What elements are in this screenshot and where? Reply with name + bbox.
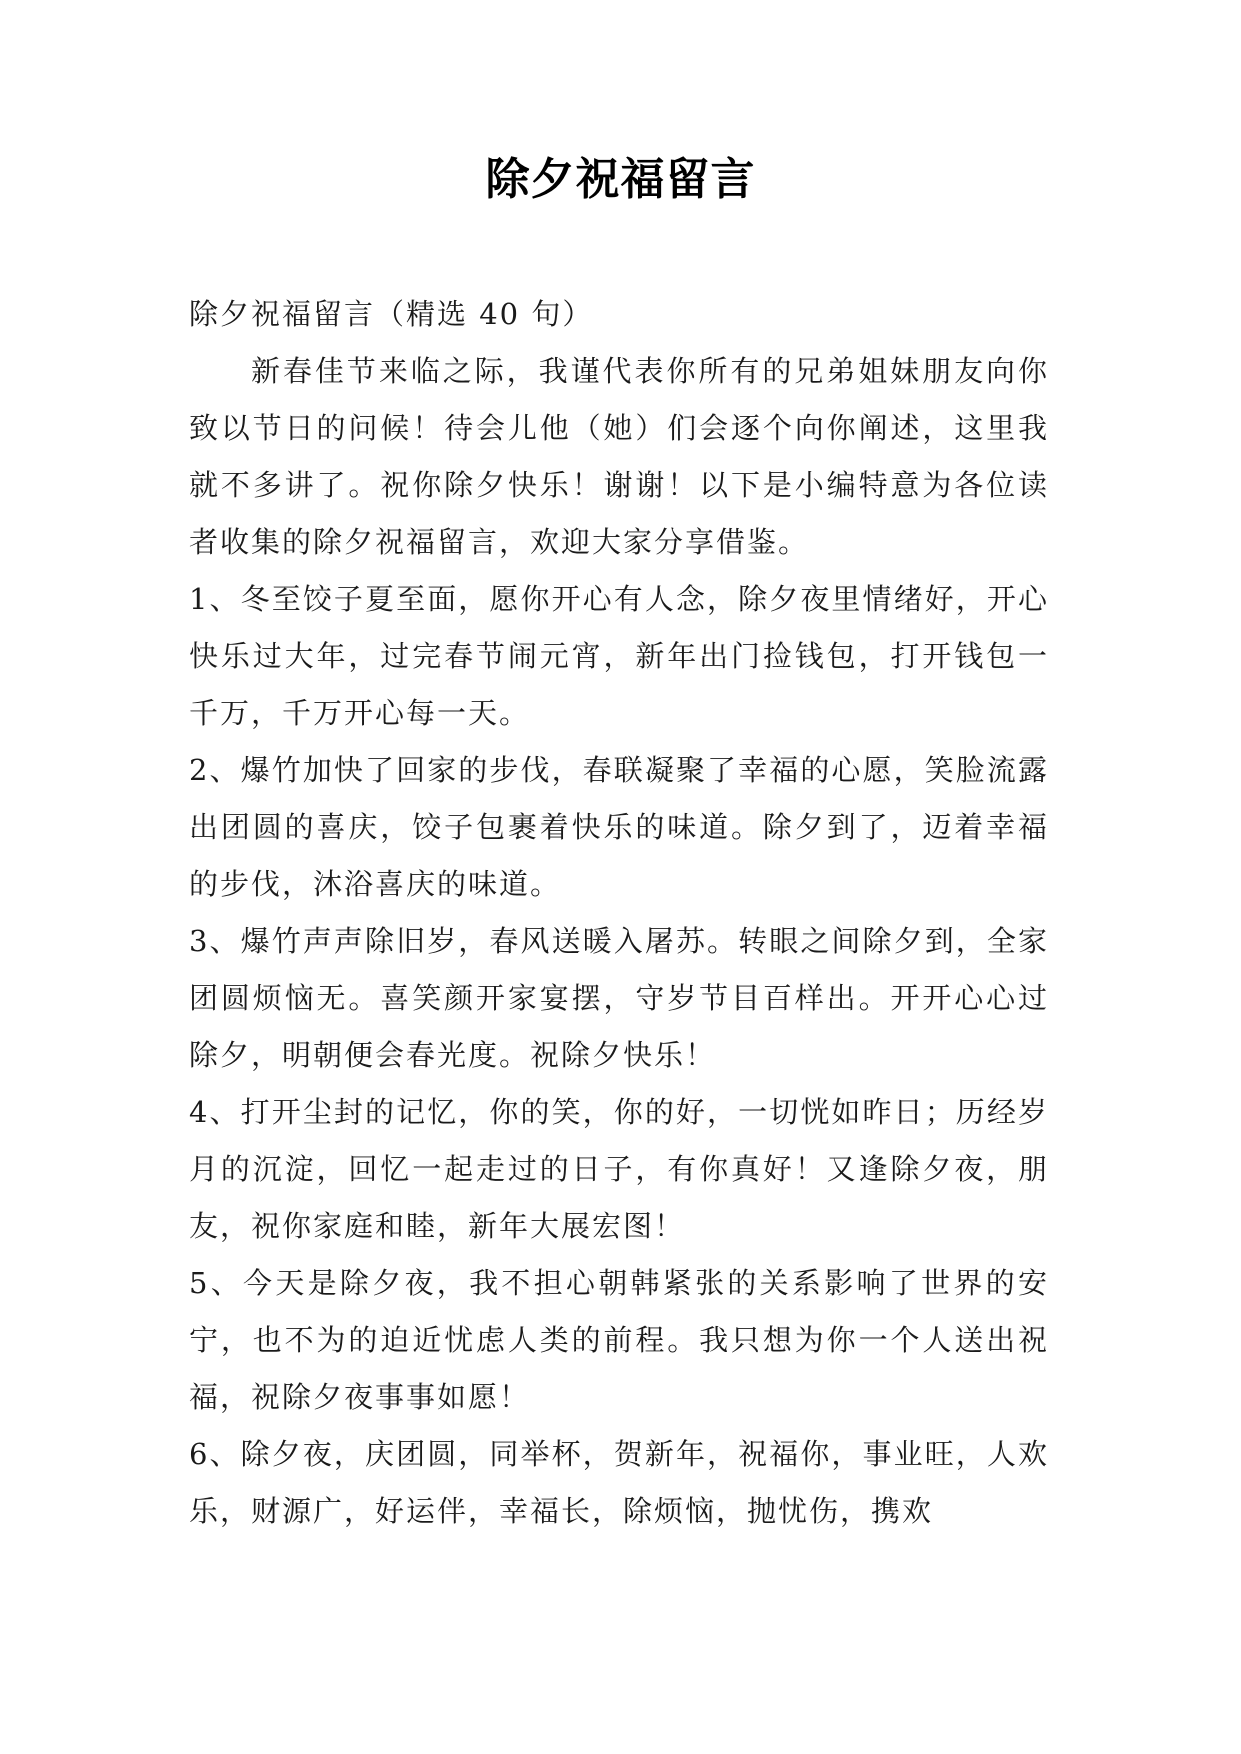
- greeting-item-4: 4、打开尘封的记忆，你的笑，你的好，一切恍如昨日；历经岁月的沉淀，回忆一起走过的日子，有你真好！又逢除夕夜，朋友，祝你家庭和睦，新年大展宏图！: [189, 1095, 1049, 1243]
- document-subtitle: 除夕祝福留言（精选 40 句）: [189, 297, 594, 331]
- greeting-item-3: 3、爆竹声声除旧岁，春风送暖入屠苏。转眼之间除夕到，全家团圆烦恼无。喜笑颜开家宴摆，守岁节目百样出。开开心心过除夕，明朝便会春光度。祝除夕快乐！: [189, 924, 1049, 1072]
- document-title: 除夕祝福留言: [485, 154, 756, 205]
- greeting-item-1: 1、冬至饺子夏至面，愿你开心有人念，除夕夜里情绪好，开心快乐过大年，过完春节闹元宵，新年出门捡钱包，打开钱包一千万，千万开心每一天。: [189, 582, 1049, 730]
- intro-paragraph: 新春佳节来临之际，我谨代表你所有的兄弟姐妹朋友向你致以节日的问候！待会儿他（她）们会逐个向你阐述，这里我就不多讲了。祝你除夕快乐！谢谢！以下是小编特意为各位读者收集的除夕祝福留言，欢迎大家分享借鉴。: [189, 354, 1049, 559]
- greeting-item-5: 5、今天是除夕夜，我不担心朝韩紧张的关系影响了世界的安宁，也不为的迫近忧虑人类的前程。我只想为你一个人送出祝福，祝除夕夜事事如愿！: [189, 1266, 1049, 1414]
- document-body: [189, 286, 1049, 1540]
- greeting-item-2: 2、爆竹加快了回家的步伐，春联凝聚了幸福的心愿，笑脸流露出团圆的喜庆，饺子包裹着快乐的味道。除夕到了，迈着幸福的步伐，沐浴喜庆的味道。: [189, 753, 1049, 901]
- greeting-item-6: 6、除夕夜，庆团圆，同举杯，贺新年，祝福你，事业旺，人欢乐，财源广，好运伴，幸福长，除烦恼，抛忧伤，携欢: [189, 1437, 1049, 1528]
